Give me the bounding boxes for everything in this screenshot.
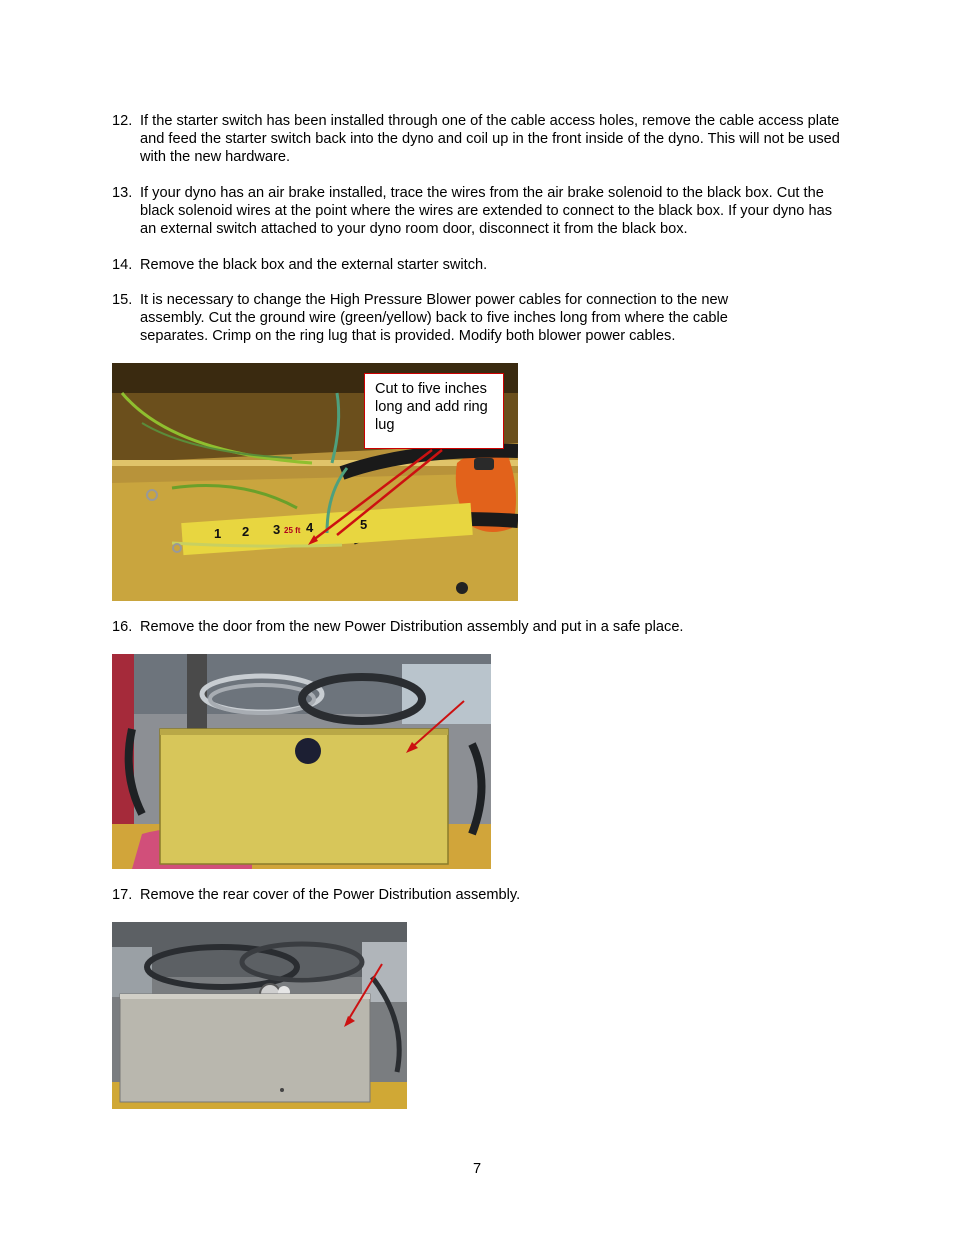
step-number: 12. — [112, 113, 133, 129]
photo-power-distribution-door — [112, 654, 491, 869]
photo-power-distribution-door-drawing — [112, 654, 491, 869]
step-13 — [112, 184, 852, 238]
step-17 — [112, 886, 852, 904]
step-number: 16. — [112, 619, 133, 635]
tape-mark-5: 5 — [360, 517, 368, 532]
step-text: If your dyno has an air brake installed, trace the wires from the air brake solenoid to the black box. Cut the black solenoid wires at the point where the wires are extended to connect to the black box. If your dyno has an external switch attached to your dyno room door, disconnect it from the black box. — [140, 185, 832, 237]
photo-power-distribution-rear-drawing — [112, 922, 407, 1109]
tape-mark-4: 4 — [306, 520, 314, 535]
step-15 — [112, 291, 782, 345]
photo-power-distribution-rear — [112, 922, 407, 1109]
step-text: It is necessary to change the High Pressure Blower power cables for connection to the new assembly. Cut the ground wire (green/yellow) back to five inches long from where the cable separates. Crimp on the ring lug that is provided. Modify both blower power cables. — [140, 292, 729, 344]
step-16 — [112, 618, 852, 636]
tape-label: 25 ft — [284, 526, 301, 535]
photo-callout: Cut to five inches long and add ring lug — [364, 373, 504, 449]
step-14 — [112, 256, 852, 274]
step-text: Remove the black box and the external starter switch. — [140, 257, 488, 273]
tape-mark-3: 3 — [273, 522, 281, 537]
step-12 — [112, 112, 852, 166]
step-number: 14. — [112, 257, 133, 273]
tape-mark-2: 2 — [242, 524, 250, 539]
step-text: Remove the rear cover of the Power Distribution assembly. — [140, 887, 521, 903]
step-number: 15. — [112, 292, 133, 308]
step-text: If the starter switch has been installed through one of the cable access holes, remove the cable access plate and feed the starter switch back into the dyno and coil up in the front inside of the dyno. This will not be used with the new hardware. — [140, 113, 840, 165]
tape-mark-1: 1 — [214, 526, 222, 541]
step-text: Remove the door from the new Power Distribution assembly and put in a safe place. — [140, 619, 684, 635]
step-number: 13. — [112, 185, 133, 201]
page-number: 7 — [472, 1161, 482, 1177]
step-number: 17. — [112, 887, 133, 903]
